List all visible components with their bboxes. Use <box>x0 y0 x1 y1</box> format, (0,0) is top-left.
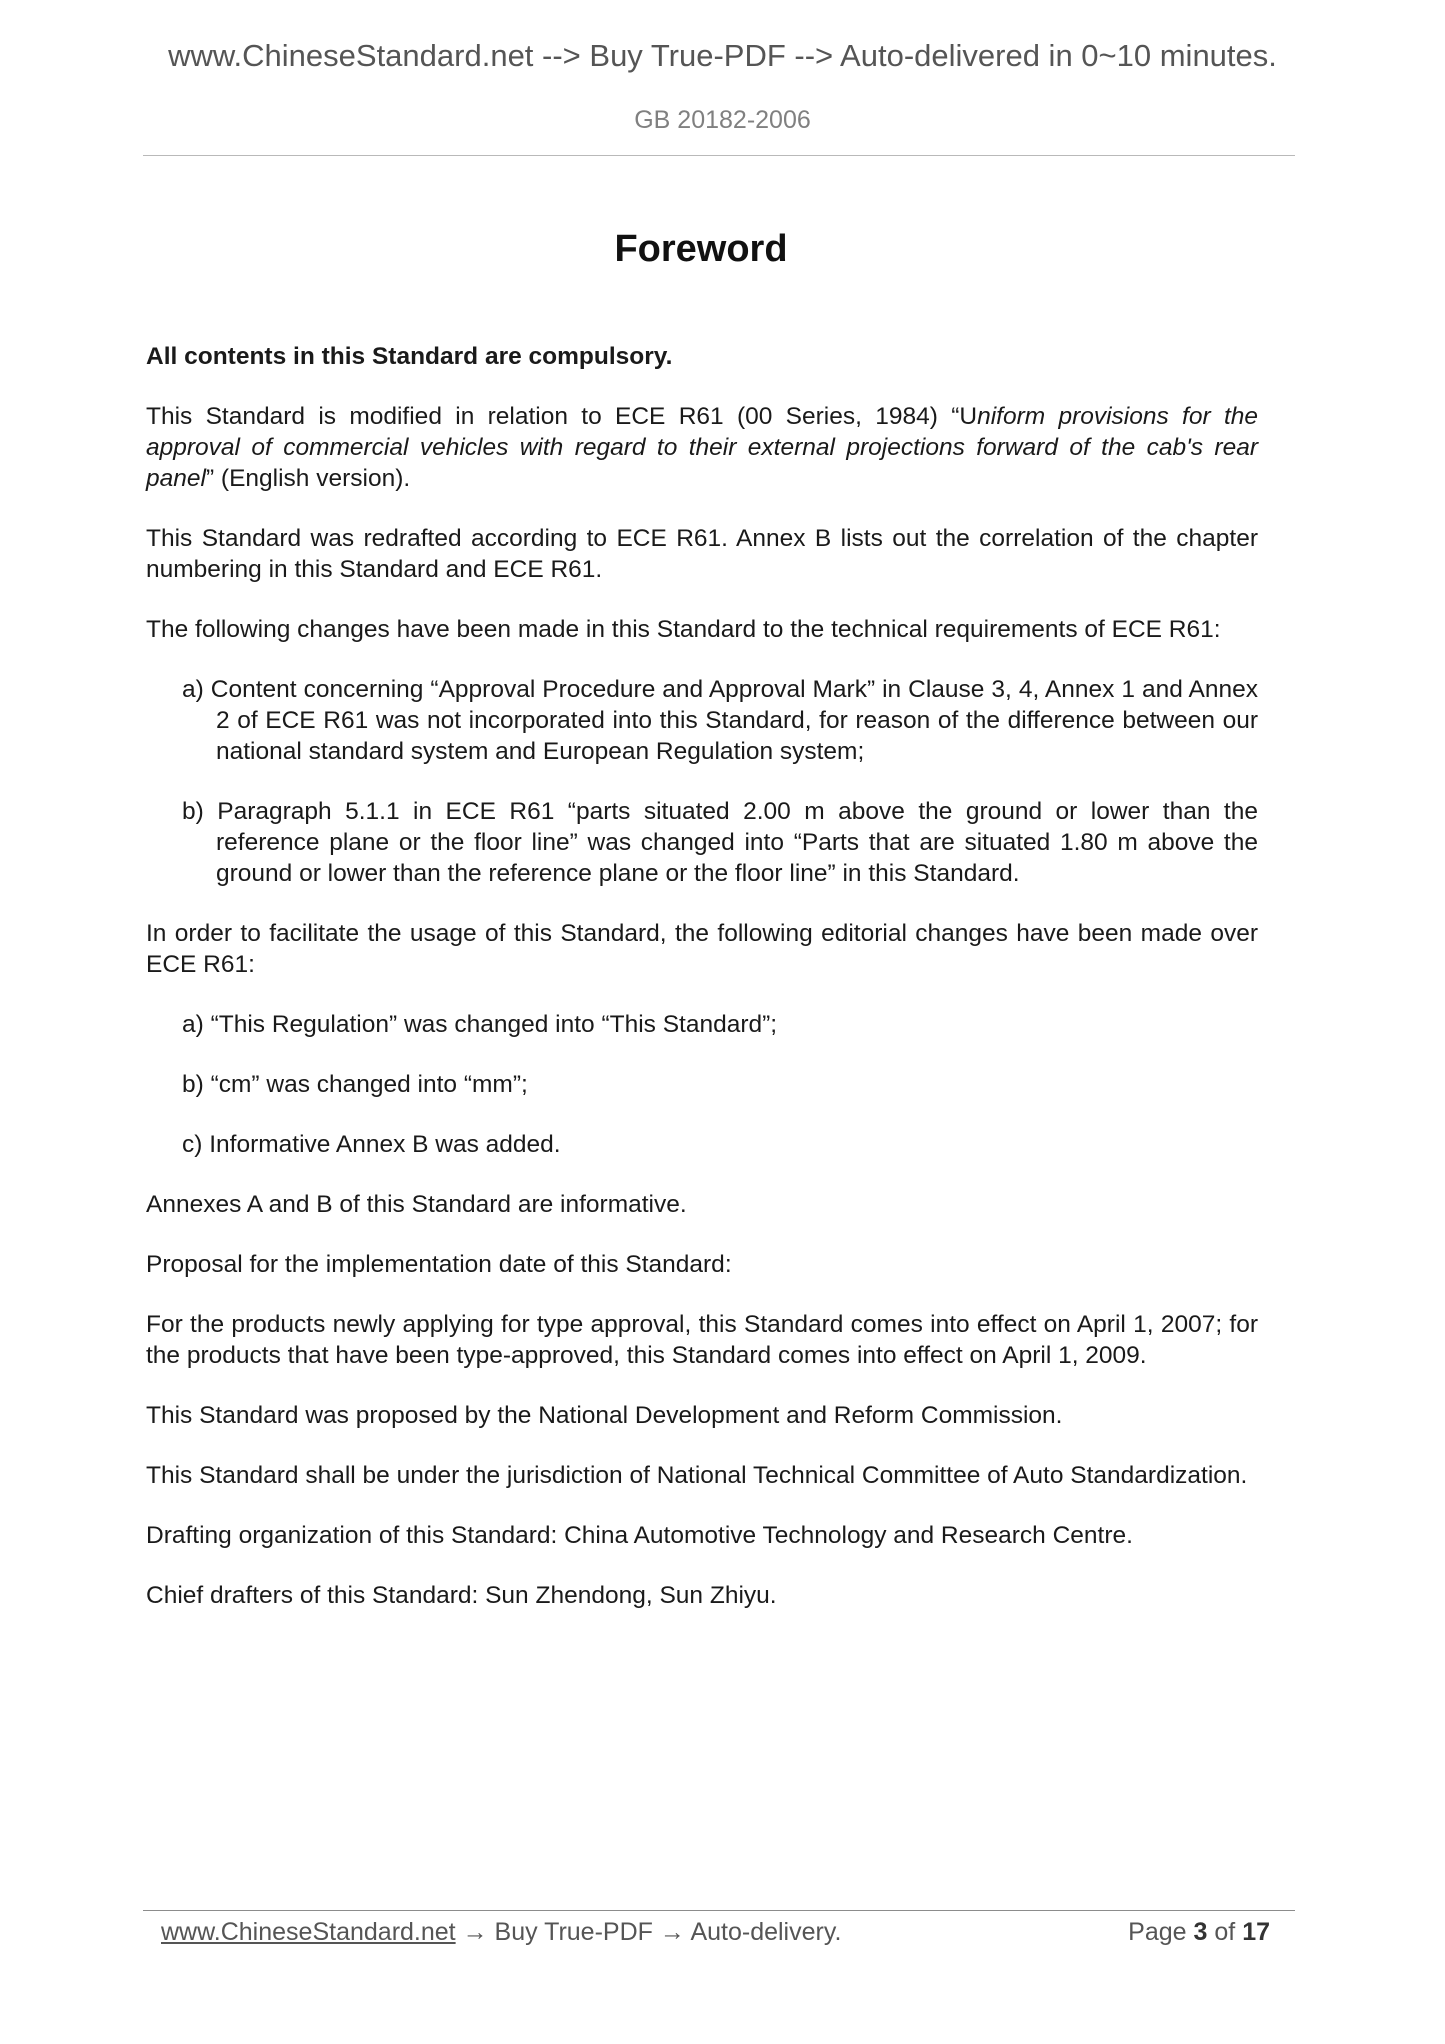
footer-divider <box>143 1910 1295 1911</box>
footer-site-link[interactable]: www.ChineseStandard.net <box>161 1918 456 1946</box>
page-of: of <box>1214 1918 1236 1946</box>
implementation-proposal: Proposal for the implementation date of this Standard: <box>146 1251 732 1278</box>
redraft-paragraph: This Standard was redrafted according to ECE R61. Annex B lists out the correlation of the chapter numbering in this Standard and ECE R61. <box>146 525 1258 583</box>
jurisdiction-paragraph: This Standard shall be under the jurisdiction of National Technical Committee of Auto Standardization. <box>146 1462 1248 1489</box>
effective-dates-paragraph: For the products newly applying for type approval, this Standard comes into effect on April 1, 2007; for the products that have been type-approved, this Standard comes into effect on April 1, 2009. <box>146 1311 1258 1369</box>
changes-intro: The following changes have been made in this Standard to the technical requirements of ECE R61: <box>146 616 1221 643</box>
modification-text-post: ” (English version). <box>205 465 411 492</box>
footer-auto-text: Auto-delivery. <box>690 1918 842 1946</box>
drafting-org-paragraph: Drafting organization of this Standard: China Automotive Technology and Research Centre. <box>146 1522 1133 1549</box>
header-divider <box>143 155 1295 156</box>
list-item-editorial-b: b) “cm” was changed into “mm”; <box>182 1071 528 1098</box>
page-title: Foreword <box>614 228 788 270</box>
annexes-paragraph: Annexes A and B of this Standard are informative. <box>146 1191 687 1218</box>
modification-text-pre: This Standard is modified in relation to ECE R61 (00 Series, 1984) “U <box>146 403 978 430</box>
standard-code-header: GB 20182-2006 <box>634 106 811 134</box>
list-item-change-b: b) Paragraph 5.1.1 in ECE R61 “parts situated 2.00 m above the ground or lower than the reference plane or the floor line” was changed into “Parts that are situated 1.80 m above the ground or lower than the reference plane or the floor line” in this Standard. <box>182 798 1258 887</box>
page-current: 3 <box>1193 1918 1208 1946</box>
page-number <box>1128 1918 1270 1947</box>
regulation-title: niform provisions for the approval of commercial vehicles with regard to their external projections forward of the cab's rear panel <box>146 403 1258 492</box>
arrow-right-icon: → <box>659 1918 685 1946</box>
top-banner-link[interactable]: www.ChineseStandard.net --> Buy True-PDF --> Auto-delivered in 0~10 minutes. <box>168 38 1277 73</box>
chief-drafters-paragraph: Chief drafters of this Standard: Sun Zhendong, Sun Zhiyu. <box>146 1582 777 1609</box>
footer-buy-text: Buy True-PDF <box>494 1918 653 1946</box>
footer-promo <box>161 1918 841 1947</box>
arrow-right-icon: → <box>462 1918 488 1946</box>
editorial-intro: In order to facilitate the usage of this Standard, the following editorial changes have been made over ECE R61: <box>146 920 1258 978</box>
modification-paragraph <box>146 401 1258 494</box>
page-label: Page <box>1128 1918 1187 1946</box>
compulsory-statement: All contents in this Standard are compulsory. <box>146 343 673 370</box>
list-item-change-a: a) Content concerning “Approval Procedure and Approval Mark” in Clause 3, 4, Annex 1 and Annex 2 of ECE R61 was not incorporated into this Standard, for reason of the difference between our national standard system and European Regulation system; <box>182 676 1258 765</box>
list-item-editorial-c: c) Informative Annex B was added. <box>182 1131 561 1158</box>
page-total: 17 <box>1242 1918 1270 1946</box>
list-item-editorial-a: a) “This Regulation” was changed into “This Standard”; <box>182 1011 778 1038</box>
proposer-paragraph: This Standard was proposed by the National Development and Reform Commission. <box>146 1402 1063 1429</box>
document-body <box>146 341 1258 1640</box>
